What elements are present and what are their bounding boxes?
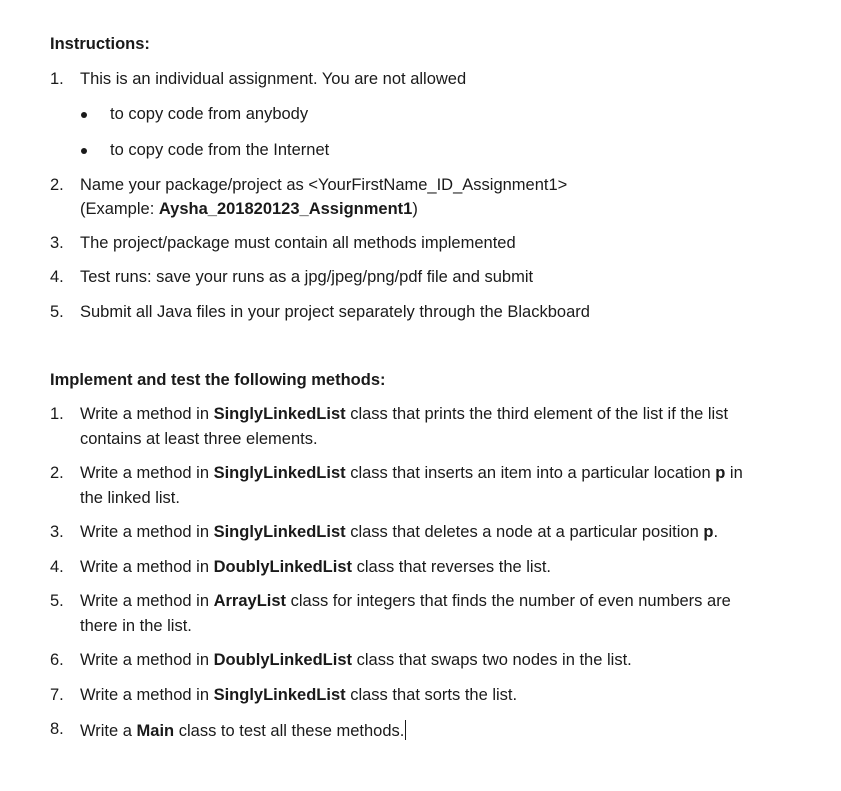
instruction-text-2: Name your package/project as <YourFirstName_ID_Assignment1>	[80, 176, 568, 194]
instruction-bullet-2: to copy code from the Internet	[110, 141, 330, 159]
instruction-number-2: 2.	[50, 176, 64, 194]
method-text-3: Write a method in SinglyLinkedList class that deletes a node at a particular position p.	[80, 523, 719, 541]
instructions-heading: Instructions:	[50, 35, 150, 53]
instruction-number-5: 5.	[50, 303, 64, 321]
method-number-4: 4.	[50, 558, 64, 576]
method-text-7: Write a method in SinglyLinkedList class that sorts the list.	[80, 686, 518, 704]
example-bold: Aysha_201820123_Assignment1	[158, 200, 413, 218]
method-number-6: 6.	[50, 651, 64, 669]
method-text-2: Write a method in SinglyLinkedList class that inserts an item into a particular location p in	[80, 464, 743, 482]
method-number-7: 7.	[50, 686, 64, 704]
method-number-2: 2.	[50, 464, 64, 482]
method-number-5: 5.	[50, 592, 64, 610]
method-number-3: 3.	[50, 523, 64, 541]
example-prefix: (Example:	[80, 200, 159, 218]
instruction-number-3: 3.	[50, 234, 64, 252]
method-number-8: 8.	[50, 720, 64, 738]
method-text-8[interactable]: Write a Main class to test all these methods.	[80, 722, 405, 740]
instruction-text-3: The project/package must contain all methods implemented	[80, 234, 516, 252]
instruction-bullet-1: to copy code from anybody	[110, 105, 309, 123]
method-number-1: 1.	[50, 405, 64, 423]
method-text-1: Write a method in SinglyLinkedList class that prints the third element of the list if the list	[80, 405, 729, 423]
text-cursor	[405, 720, 406, 740]
instruction-text-5: Submit all Java files in your project separately through the Blackboard	[80, 303, 590, 321]
instruction-example	[80, 200, 418, 219]
method-text-6: Write a method in DoublyLinkedList class that swaps two nodes in the list.	[80, 651, 632, 669]
example-suffix: )	[412, 200, 418, 218]
instruction-number-4: 4.	[50, 268, 64, 286]
method-text-2-cont: the linked list.	[80, 489, 180, 507]
methods-heading: Implement and test the following methods:	[50, 371, 386, 389]
method-text-1-cont: contains at least three elements.	[80, 430, 318, 448]
method-text-5-cont: there in the list.	[80, 617, 192, 635]
method-text-5: Write a method in ArrayList class for integers that finds the number of even numbers are	[80, 592, 731, 610]
bullet-icon	[81, 148, 87, 154]
bullet-icon	[81, 112, 87, 118]
instruction-text-1: This is an individual assignment. You are not allowed	[80, 70, 467, 88]
instruction-text-4: Test runs: save your runs as a jpg/jpeg/png/pdf file and submit	[80, 268, 534, 286]
instruction-number-1: 1.	[50, 70, 64, 88]
method-text-4: Write a method in DoublyLinkedList class that reverses the list.	[80, 558, 552, 576]
